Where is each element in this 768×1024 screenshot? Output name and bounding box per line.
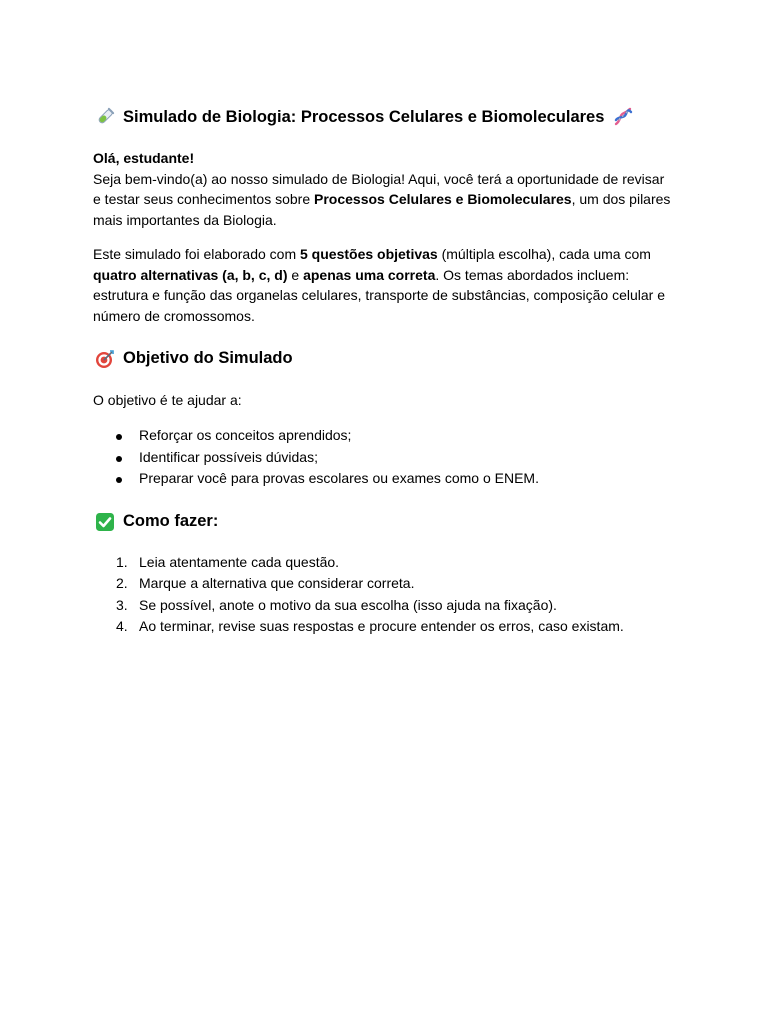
- bullet-dot: [116, 434, 122, 440]
- title-text: Simulado de Biologia: Processos Celulares e Biomoleculares: [123, 107, 605, 126]
- check-mark-button-icon: [95, 512, 115, 532]
- step-number: 1.: [116, 553, 128, 570]
- howto-heading: [95, 509, 673, 535]
- step-text: Ao terminar, revise suas respostas e procure entender os erros, caso existam.: [139, 618, 624, 635]
- step-item: [93, 573, 673, 595]
- greeting: Olá, estudante!: [93, 150, 195, 166]
- objective-heading-text: Objetivo do Simulado: [123, 349, 293, 368]
- list-item-text: Identificar possíveis dúvidas;: [139, 448, 318, 465]
- step-number: 2.: [116, 575, 128, 592]
- list-item-text: Preparar você para provas escolares ou exames como o ENEM.: [139, 470, 539, 487]
- intro-paragraph: [93, 169, 673, 231]
- list-item: [93, 468, 673, 490]
- scope-paragraph: [93, 244, 673, 327]
- document-content: [93, 104, 673, 638]
- intro-text-b: , um dos pilares mais importantes da Biologia.: [93, 191, 671, 229]
- intro-topic-bold: Processos Celulares e Biomoleculares: [314, 191, 572, 208]
- scope-bold-alternatives: quatro alternativas (a, b, c, d): [93, 266, 288, 283]
- scope-bold-correct: apenas uma correta: [303, 266, 436, 283]
- scope-text-c: e: [287, 266, 304, 283]
- howto-steps: [93, 552, 673, 638]
- howto-heading-text: Como fazer:: [123, 512, 219, 531]
- target-icon: [95, 349, 115, 369]
- objective-heading: [95, 346, 673, 372]
- step-text: Leia atentamente cada questão.: [139, 553, 340, 570]
- list-item: [93, 447, 673, 469]
- list-item-text: Reforçar os conceitos aprendidos;: [139, 427, 352, 444]
- bullet-dot: [116, 477, 122, 483]
- step-item: [93, 595, 673, 617]
- list-item: [93, 425, 673, 447]
- scope-text-a: Este simulado foi elaborado com: [93, 245, 300, 262]
- intro-text-a: Seja bem-vindo(a) ao nosso simulado de Biologia! Aqui, você terá a oportunidade de revisar e testar seus conhecimentos sobre: [93, 170, 665, 208]
- step-number: 4.: [116, 618, 128, 635]
- scope-text-b: (múltipla escolha), cada uma com: [437, 245, 651, 262]
- step-text: Se possível, anote o motivo da sua escolha (isso ajuda na fixação).: [139, 596, 557, 613]
- step-item: [93, 616, 673, 638]
- scope-text-d: . Os temas abordados incluem: estrutura e função das organelas celulares, transporte de substâncias, composição celular e número de cromossomos.: [93, 266, 665, 324]
- step-text: Marque a alternativa que considerar correta.: [139, 575, 415, 592]
- objective-list: [93, 425, 673, 490]
- objective-lead: O objetivo é te ajudar a:: [93, 391, 242, 408]
- document-title: [95, 104, 673, 130]
- bullet-dot: [116, 456, 122, 462]
- step-item: [93, 552, 673, 574]
- step-number: 3.: [116, 596, 128, 613]
- dna-icon: [613, 107, 633, 127]
- test-tube-icon: [95, 107, 115, 127]
- scope-bold-questions: 5 questões objetivas: [300, 245, 438, 262]
